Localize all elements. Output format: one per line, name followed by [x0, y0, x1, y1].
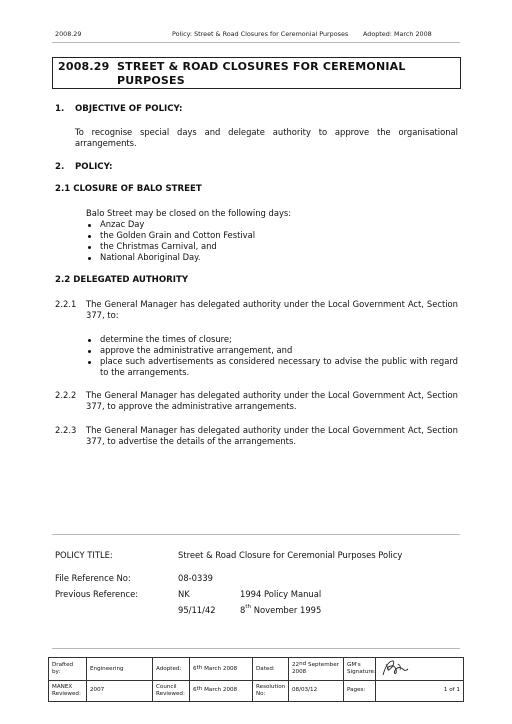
section-2-2-heading: 2.2 DELEGATED AUTHORITY: [55, 275, 189, 285]
footer-policy-title-value: Street & Road Closure for Ceremonial Purposes Policy: [178, 550, 403, 560]
manex-reviewed-label: MANEX Reviewed:: [49, 680, 87, 701]
prev-ref-code-1: NK: [178, 589, 190, 599]
clause-2-2-2-text: The General Manager has delegated authority under the Local Government Act, Section 377, to approve the administrative arrangements.: [86, 390, 458, 412]
section-1-heading: OBJECTIVE OF POLICY:: [75, 104, 183, 114]
table-row: [49, 658, 464, 681]
gm-signature: [376, 658, 464, 681]
balo-intro: Balo Street may be closed on the following days:: [86, 208, 292, 218]
policy-title-line2: PURPOSES: [117, 74, 185, 87]
header-adopted: Adopted: March 2008: [363, 30, 432, 38]
clause-2-2-3-text: The General Manager has delegated authority under the Local Government Act, Section 377, to advertise the details of the arrangements.: [86, 425, 458, 447]
drafted-by-value: Engineering: [87, 658, 153, 681]
approval-table: [48, 657, 464, 702]
adopted-value: 6th March 2008: [190, 658, 253, 681]
prev-ref-code-2: 95/11/42: [178, 605, 216, 615]
drafted-by-label: Drafted by:: [49, 658, 87, 681]
gm-signature-label: GM's Signature:: [344, 658, 376, 681]
header-number: 2008.29: [55, 30, 82, 38]
delegation-item: determine the times of closure;: [100, 334, 232, 344]
section-2-1-heading: 2.1 CLOSURE OF BALO STREET: [55, 184, 202, 194]
bullet-icon: [88, 235, 91, 238]
council-reviewed-label: Council Reviewed:: [153, 680, 190, 701]
footer-rule-bottom: [52, 648, 460, 649]
objective-text: To recognise special days and delegate authority to approve the organisational arrangements.: [75, 127, 458, 149]
bullet-icon: [88, 246, 91, 249]
dated-value: 22nd September 2008: [289, 658, 344, 681]
clause-2-2-3-number: 2.2.3: [55, 425, 77, 435]
council-reviewed-value: 6th March 2008: [190, 680, 253, 701]
section-2-heading: POLICY:: [75, 162, 113, 172]
section-2-number: 2.: [55, 162, 65, 172]
delegation-item: place such advertisements as considered necessary to advise the public with regard to the arrangements.: [100, 356, 458, 378]
prev-ref-desc-1: 1994 Policy Manual: [240, 589, 322, 599]
clause-2-2-1-number: 2.2.1: [55, 299, 77, 309]
file-ref-value: 08-0339: [178, 573, 213, 583]
prev-ref-date-2: 8th November 1995: [240, 604, 322, 615]
signature-icon: [380, 658, 410, 677]
adopted-label: Adopted:: [153, 658, 190, 681]
header-rule: [52, 42, 460, 43]
file-ref-label: File Reference No:: [55, 573, 131, 583]
prev-ref-label: Previous Reference:: [55, 589, 139, 599]
bullet-icon: [88, 339, 91, 342]
bullet-icon: [88, 257, 91, 260]
footer-rule-top: [52, 534, 460, 535]
balo-item: National Aboriginal Day.: [100, 252, 201, 262]
clause-2-2-2-number: 2.2.2: [55, 390, 77, 400]
resolution-value: 08/03/12: [289, 680, 344, 701]
footer-policy-title-label: POLICY TITLE:: [55, 550, 113, 560]
bullet-icon: [88, 361, 91, 364]
balo-item: the Golden Grain and Cotton Festival: [100, 230, 256, 240]
policy-title: [117, 60, 406, 88]
resolution-label: Resolution No:: [253, 680, 289, 701]
manex-reviewed-value: 2007: [87, 680, 153, 701]
bullet-icon: [88, 350, 91, 353]
section-1-number: 1.: [55, 104, 65, 114]
policy-number: 2008.29: [58, 60, 110, 73]
bullet-icon: [88, 224, 91, 227]
pages-label: Pages:: [344, 680, 376, 701]
header-policy-title: Policy: Street & Road Closures for Ceremonial Purposes: [172, 30, 349, 38]
delegation-item: approve the administrative arrangement, and: [100, 345, 293, 355]
dated-label: Dated:: [253, 658, 289, 681]
balo-item: Anzac Day: [100, 219, 145, 229]
pages-value: 1 of 1: [376, 680, 464, 701]
balo-item: the Christmas Carnival, and: [100, 241, 217, 251]
clause-2-2-1-text: The General Manager has delegated authority under the Local Government Act, Section 377, to:: [86, 299, 458, 321]
policy-title-line1: STREET & ROAD CLOSURES FOR CEREMONIAL: [117, 60, 406, 73]
table-row: [49, 680, 464, 701]
